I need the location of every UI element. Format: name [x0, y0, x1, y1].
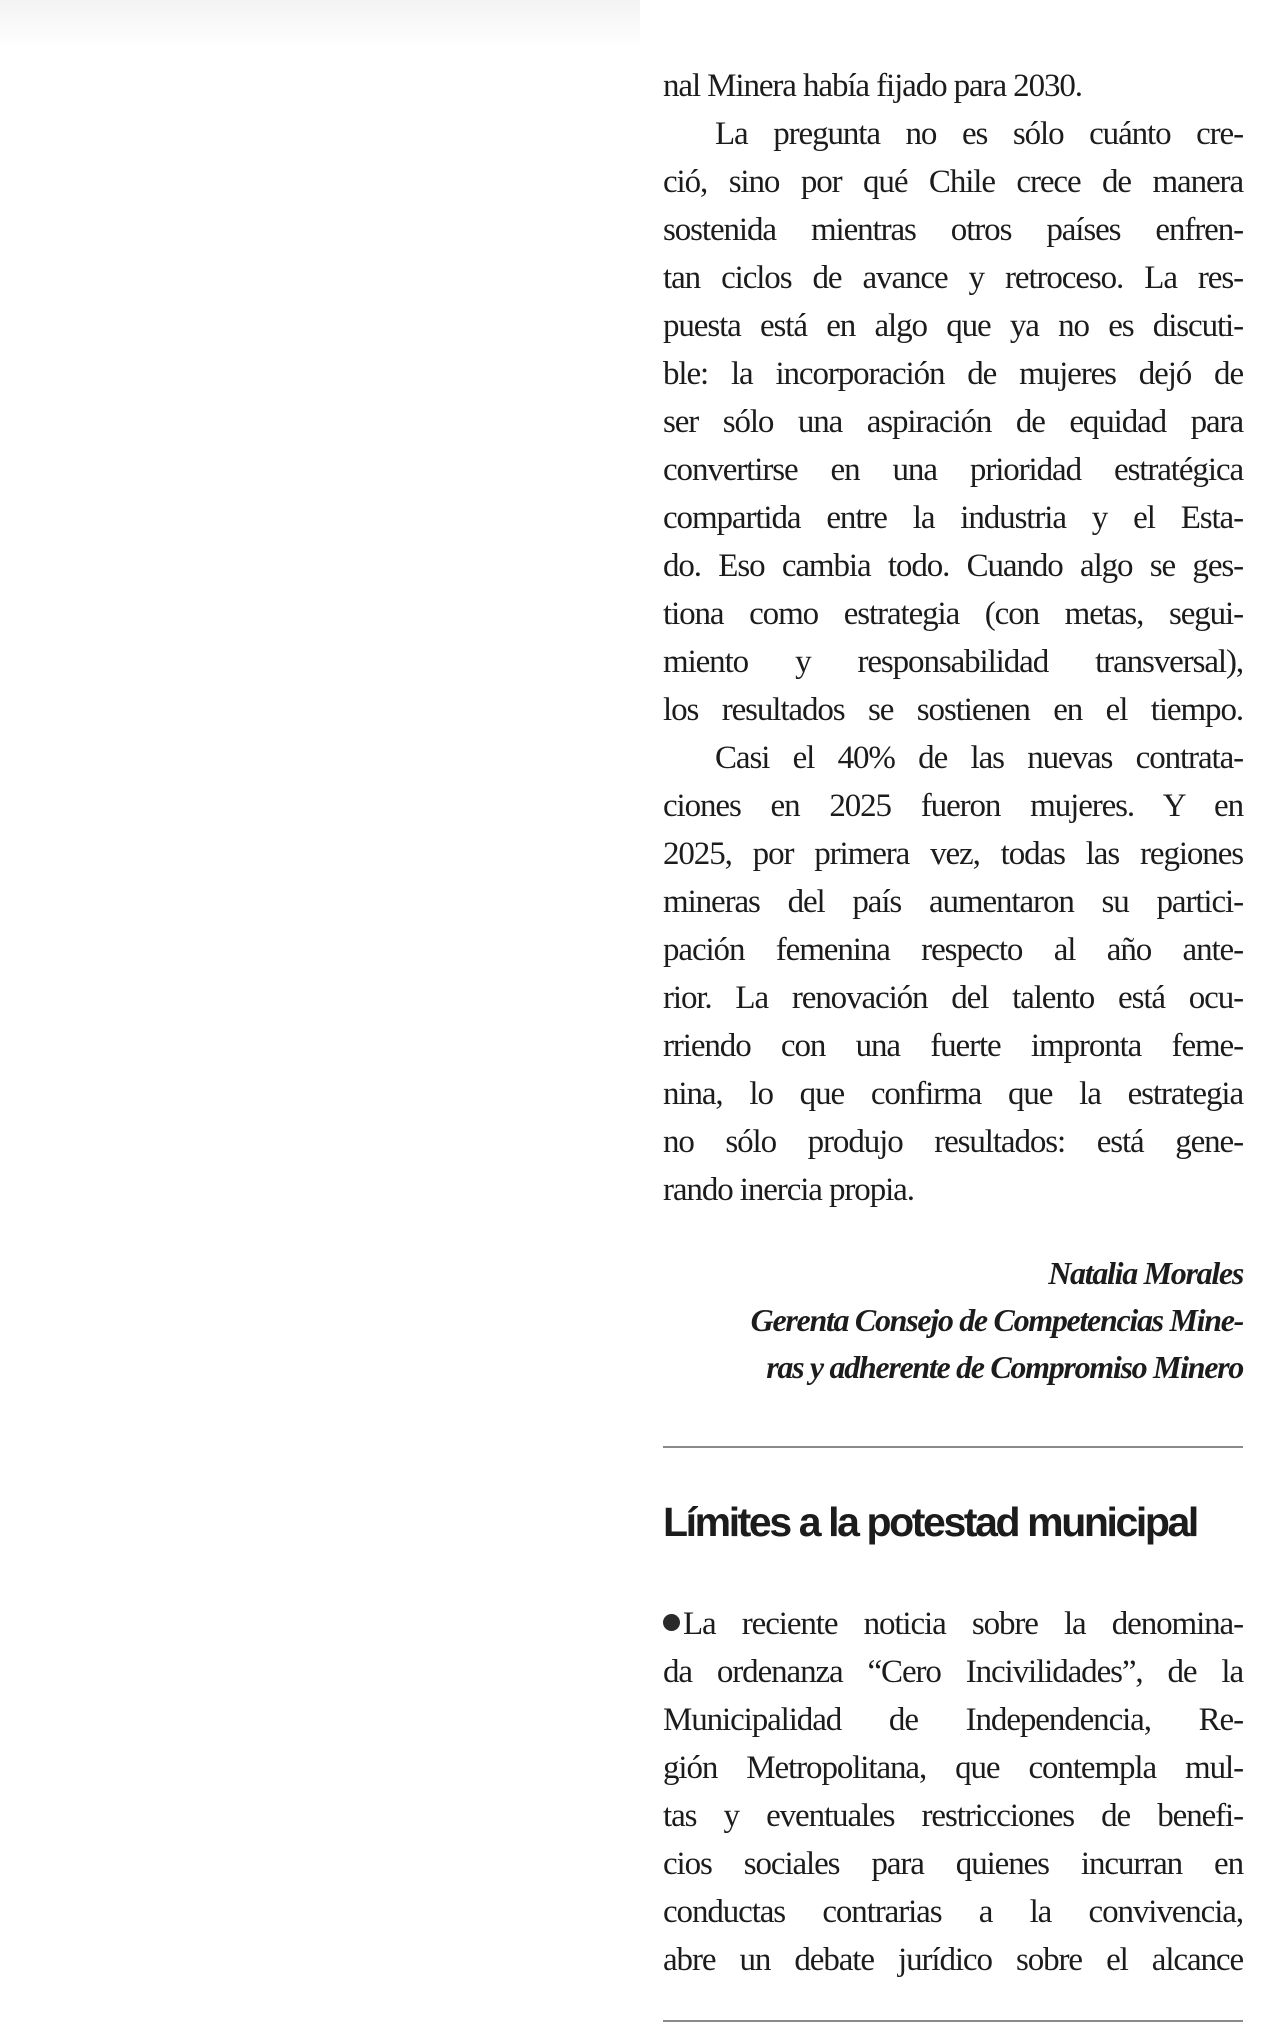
letter-line: cios sociales para quienes incurran en [663, 1846, 1243, 1882]
bullet-icon [663, 1614, 680, 1631]
letter-line-text: La reciente noticia sobre la denomina- [683, 1606, 1243, 1642]
article-line: rriendo con una fuerte impronta feme- [663, 1028, 1243, 1064]
section-title: Límites a la potestad municipal [663, 1499, 1197, 1545]
letter-line: gión Metropolitana, que contempla mul- [663, 1750, 1243, 1786]
article-line: rior. La renovación del talento está ocu- [663, 980, 1243, 1016]
article-column [663, 62, 1243, 1391]
letter-line: da ordenanza “Cero Incivilidades”, de la [663, 1654, 1243, 1690]
letter-body [663, 1600, 1243, 1984]
article-line: rando inercia propia. [663, 1172, 914, 1208]
letter-line: tas y eventuales restricciones de benefi- [663, 1798, 1243, 1834]
letter-line: Municipalidad de Independencia, Re- [663, 1702, 1243, 1738]
article-line: puesta está en algo que ya no es discuti- [663, 308, 1243, 344]
article-line: ciones en 2025 fueron mujeres. Y en [663, 788, 1243, 824]
article-line: los resultados se sostienen en el tiempo. [663, 692, 1243, 728]
letter-line: abre un debate jurídico sobre el alcance [663, 1942, 1243, 1978]
author-role: ras y adherente de Compromiso Minero [766, 1349, 1243, 1385]
letter-line [663, 1600, 1243, 1648]
article-line: nal Minera había fijado para 2030. [663, 68, 1082, 104]
letter-column [663, 1600, 1243, 1984]
article-line: miento y responsabilidad transversal), [663, 644, 1243, 680]
section-divider [663, 1446, 1243, 1448]
article-line: Casi el 40% de las nuevas contrata- [715, 740, 1243, 776]
article-line: ble: la incorporación de mujeres dejó de [663, 356, 1243, 392]
article-line: tiona como estrategia (con metas, segui- [663, 596, 1243, 632]
article-body [663, 62, 1243, 1214]
letter-line: conductas contrarias a la convivencia, [663, 1894, 1243, 1930]
author-signature [663, 1250, 1243, 1391]
article-line: ció, sino por qué Chile crece de manera [663, 164, 1243, 200]
author-role: Gerenta Consejo de Competencias Mine- [750, 1302, 1243, 1338]
article-line: nina, lo que confirma que la estrategia [663, 1076, 1243, 1112]
bottom-divider [663, 2020, 1243, 2022]
article-line: no sólo produjo resultados: está gene- [663, 1124, 1243, 1160]
article-line: La pregunta no es sólo cuánto cre- [715, 116, 1243, 152]
article-line: sostenida mientras otros países enfren- [663, 212, 1243, 248]
article-line: 2025, por primera vez, todas las regiones [663, 836, 1243, 872]
article-line: convertirse en una prioridad estratégica [663, 452, 1243, 488]
article-line: mineras del país aumentaron su partici- [663, 884, 1243, 920]
article-line: do. Eso cambia todo. Cuando algo se ges- [663, 548, 1243, 584]
author-name: Natalia Morales [1048, 1255, 1243, 1291]
article-line: pación femenina respecto al año ante- [663, 932, 1243, 968]
article-line: tan ciclos de avance y retroceso. La res- [663, 260, 1243, 296]
article-line: ser sólo una aspiración de equidad para [663, 404, 1243, 440]
article-line: compartida entre la industria y el Esta- [663, 500, 1243, 536]
scan-shading [0, 0, 640, 48]
